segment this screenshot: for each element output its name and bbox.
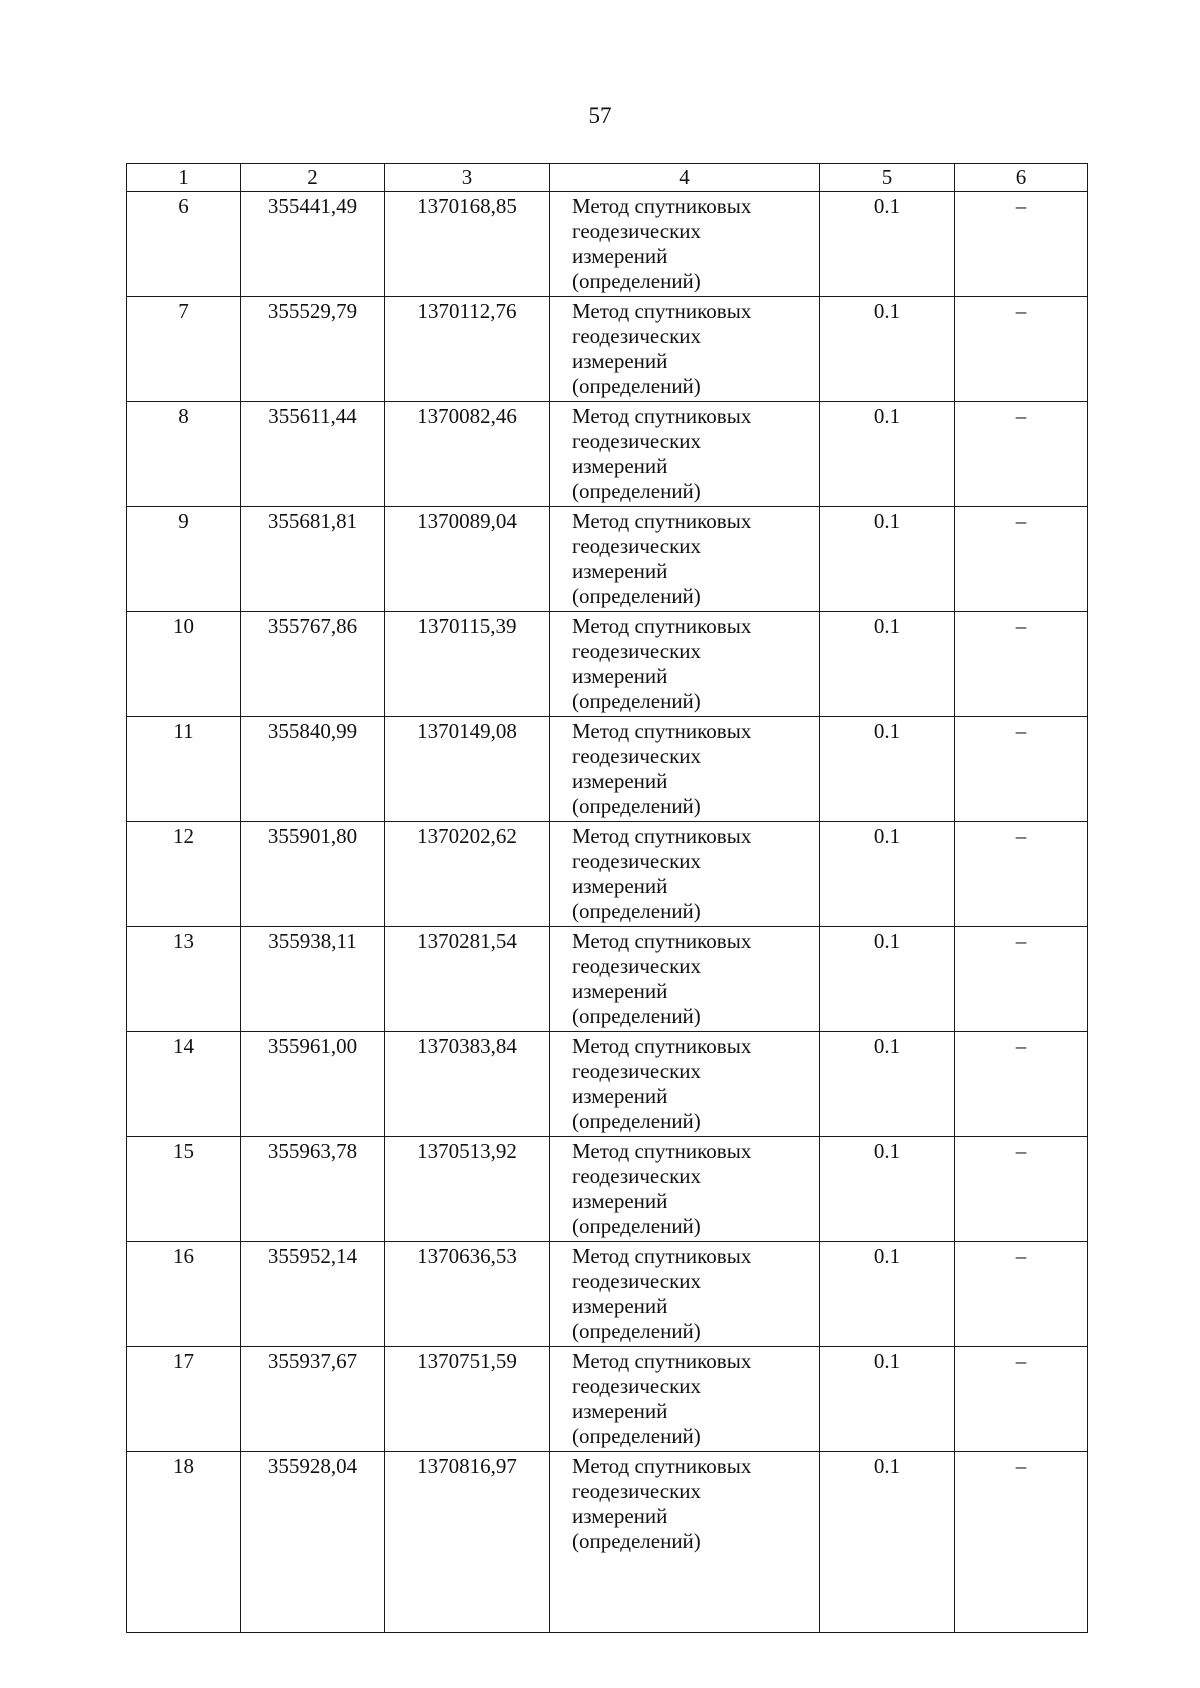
method-cell bbox=[550, 612, 820, 717]
method-line: (определений) bbox=[572, 689, 701, 713]
method-line: измерений bbox=[572, 1399, 668, 1423]
header-cell-6: 6 bbox=[955, 164, 1088, 192]
table-row bbox=[127, 507, 1088, 612]
method-cell bbox=[550, 1032, 820, 1137]
method-line: Метод спутниковых bbox=[572, 404, 752, 428]
method-line: Метод спутниковых bbox=[572, 299, 752, 323]
method-line: (определений) bbox=[572, 479, 701, 503]
x-coordinate-cell: 355963,78 bbox=[241, 1137, 385, 1242]
method-cell bbox=[550, 717, 820, 822]
point-number-cell: 9 bbox=[127, 507, 241, 612]
method-line: измерений bbox=[572, 1189, 668, 1213]
method-cell bbox=[550, 822, 820, 927]
point-number-cell: 11 bbox=[127, 717, 241, 822]
method-line: измерений bbox=[572, 454, 668, 478]
method-line: измерений bbox=[572, 664, 668, 688]
x-coordinate-cell: 355928,04 bbox=[241, 1452, 385, 1633]
coordinates-table bbox=[126, 163, 1088, 1633]
method-line: геодезических bbox=[572, 1164, 702, 1188]
point-number-cell: 13 bbox=[127, 927, 241, 1032]
method-cell bbox=[550, 927, 820, 1032]
header-cell-2: 2 bbox=[241, 164, 385, 192]
method-line: Метод спутниковых bbox=[572, 929, 752, 953]
method-line: Метод спутниковых bbox=[572, 719, 752, 743]
method-line: измерений bbox=[572, 1504, 668, 1528]
method-line: (определений) bbox=[572, 1109, 701, 1133]
method-line: (определений) bbox=[572, 794, 701, 818]
note-cell: – bbox=[955, 297, 1088, 402]
table-row bbox=[127, 1032, 1088, 1137]
accuracy-cell: 0.1 bbox=[820, 822, 955, 927]
method-line: геодезических bbox=[572, 954, 702, 978]
note-cell: – bbox=[955, 612, 1088, 717]
method-line: геодезических bbox=[572, 429, 702, 453]
table-row bbox=[127, 822, 1088, 927]
y-coordinate-cell: 1370202,62 bbox=[385, 822, 550, 927]
table-row bbox=[127, 927, 1088, 1032]
table-row bbox=[127, 612, 1088, 717]
header-cell-4: 4 bbox=[550, 164, 820, 192]
x-coordinate-cell: 355840,99 bbox=[241, 717, 385, 822]
y-coordinate-cell: 1370115,39 bbox=[385, 612, 550, 717]
method-line: (определений) bbox=[572, 1214, 701, 1238]
method-line: Метод спутниковых bbox=[572, 1349, 752, 1373]
header-cell-5: 5 bbox=[820, 164, 955, 192]
x-coordinate-cell: 355901,80 bbox=[241, 822, 385, 927]
table-row bbox=[127, 1242, 1088, 1347]
point-number-cell: 17 bbox=[127, 1347, 241, 1452]
method-line: Метод спутниковых bbox=[572, 1454, 752, 1478]
point-number-cell: 16 bbox=[127, 1242, 241, 1347]
method-line: геодезических bbox=[572, 849, 702, 873]
point-number-cell: 14 bbox=[127, 1032, 241, 1137]
method-line: Метод спутниковых bbox=[572, 194, 752, 218]
accuracy-cell: 0.1 bbox=[820, 612, 955, 717]
x-coordinate-cell: 355938,11 bbox=[241, 927, 385, 1032]
method-line: Метод спутниковых bbox=[572, 824, 752, 848]
method-line: (определений) bbox=[572, 1424, 701, 1448]
table-row bbox=[127, 1452, 1088, 1633]
note-cell: – bbox=[955, 507, 1088, 612]
method-line: измерений bbox=[572, 874, 668, 898]
accuracy-cell: 0.1 bbox=[820, 402, 955, 507]
x-coordinate-cell: 355611,44 bbox=[241, 402, 385, 507]
note-cell: – bbox=[955, 1137, 1088, 1242]
accuracy-cell: 0.1 bbox=[820, 297, 955, 402]
x-coordinate-cell: 355767,86 bbox=[241, 612, 385, 717]
note-cell: – bbox=[955, 402, 1088, 507]
method-line: геодезических bbox=[572, 1269, 702, 1293]
point-number-cell: 7 bbox=[127, 297, 241, 402]
method-line: Метод спутниковых bbox=[572, 509, 752, 533]
y-coordinate-cell: 1370751,59 bbox=[385, 1347, 550, 1452]
note-cell: – bbox=[955, 1242, 1088, 1347]
method-line: (определений) bbox=[572, 374, 701, 398]
method-cell bbox=[550, 1347, 820, 1452]
method-line: геодезических bbox=[572, 534, 702, 558]
method-line: Метод спутниковых bbox=[572, 1139, 752, 1163]
method-cell bbox=[550, 1137, 820, 1242]
point-number-cell: 15 bbox=[127, 1137, 241, 1242]
x-coordinate-cell: 355937,67 bbox=[241, 1347, 385, 1452]
method-line: (определений) bbox=[572, 269, 701, 293]
table-body bbox=[127, 164, 1088, 1633]
y-coordinate-cell: 1370383,84 bbox=[385, 1032, 550, 1137]
header-row bbox=[127, 164, 1088, 192]
accuracy-cell: 0.1 bbox=[820, 1137, 955, 1242]
method-line: измерений bbox=[572, 244, 668, 268]
x-coordinate-cell: 355441,49 bbox=[241, 192, 385, 297]
method-line: (определений) bbox=[572, 1004, 701, 1028]
method-line: геодезических bbox=[572, 639, 702, 663]
header-cell-3: 3 bbox=[385, 164, 550, 192]
method-line: измерений bbox=[572, 979, 668, 1003]
accuracy-cell: 0.1 bbox=[820, 192, 955, 297]
note-cell: – bbox=[955, 1032, 1088, 1137]
accuracy-cell: 0.1 bbox=[820, 1032, 955, 1137]
y-coordinate-cell: 1370636,53 bbox=[385, 1242, 550, 1347]
point-number-cell: 12 bbox=[127, 822, 241, 927]
accuracy-cell: 0.1 bbox=[820, 717, 955, 822]
method-line: измерений bbox=[572, 769, 668, 793]
accuracy-cell: 0.1 bbox=[820, 507, 955, 612]
point-number-cell: 10 bbox=[127, 612, 241, 717]
method-line: геодезических bbox=[572, 744, 702, 768]
method-line: Метод спутниковых bbox=[572, 1244, 752, 1268]
note-cell: – bbox=[955, 717, 1088, 822]
table-row bbox=[127, 297, 1088, 402]
table-row bbox=[127, 1137, 1088, 1242]
header-cell-1: 1 bbox=[127, 164, 241, 192]
note-cell: – bbox=[955, 927, 1088, 1032]
method-line: (определений) bbox=[572, 584, 701, 608]
method-line: Метод спутниковых bbox=[572, 614, 752, 638]
method-line: Метод спутниковых bbox=[572, 1034, 752, 1058]
page-number: 57 bbox=[588, 103, 612, 128]
method-line: геодезических bbox=[572, 1059, 702, 1083]
method-line: измерений bbox=[572, 1294, 668, 1318]
table-row bbox=[127, 402, 1088, 507]
method-line: геодезических bbox=[572, 1479, 702, 1503]
x-coordinate-cell: 355961,00 bbox=[241, 1032, 385, 1137]
method-line: геодезических bbox=[572, 219, 702, 243]
y-coordinate-cell: 1370513,92 bbox=[385, 1137, 550, 1242]
method-cell bbox=[550, 297, 820, 402]
accuracy-cell: 0.1 bbox=[820, 1347, 955, 1452]
table-row bbox=[127, 717, 1088, 822]
method-cell bbox=[550, 192, 820, 297]
y-coordinate-cell: 1370816,97 bbox=[385, 1452, 550, 1633]
method-cell bbox=[550, 402, 820, 507]
method-cell bbox=[550, 1452, 820, 1633]
y-coordinate-cell: 1370082,46 bbox=[385, 402, 550, 507]
accuracy-cell: 0.1 bbox=[820, 1242, 955, 1347]
method-line: геодезических bbox=[572, 324, 702, 348]
x-coordinate-cell: 355952,14 bbox=[241, 1242, 385, 1347]
method-line: (определений) bbox=[572, 899, 701, 923]
accuracy-cell: 0.1 bbox=[820, 927, 955, 1032]
method-line: измерений bbox=[572, 1084, 668, 1108]
method-line: (определений) bbox=[572, 1529, 701, 1553]
method-cell bbox=[550, 1242, 820, 1347]
method-line: измерений bbox=[572, 349, 668, 373]
table-row bbox=[127, 1347, 1088, 1452]
note-cell: – bbox=[955, 192, 1088, 297]
x-coordinate-cell: 355529,79 bbox=[241, 297, 385, 402]
y-coordinate-cell: 1370112,76 bbox=[385, 297, 550, 402]
method-cell bbox=[550, 507, 820, 612]
y-coordinate-cell: 1370149,08 bbox=[385, 717, 550, 822]
note-cell: – bbox=[955, 1347, 1088, 1452]
point-number-cell: 18 bbox=[127, 1452, 241, 1633]
accuracy-cell: 0.1 bbox=[820, 1452, 955, 1633]
method-line: геодезических bbox=[572, 1374, 702, 1398]
point-number-cell: 6 bbox=[127, 192, 241, 297]
note-cell: – bbox=[955, 1452, 1088, 1633]
y-coordinate-cell: 1370281,54 bbox=[385, 927, 550, 1032]
x-coordinate-cell: 355681,81 bbox=[241, 507, 385, 612]
y-coordinate-cell: 1370168,85 bbox=[385, 192, 550, 297]
note-cell: – bbox=[955, 822, 1088, 927]
point-number-cell: 8 bbox=[127, 402, 241, 507]
y-coordinate-cell: 1370089,04 bbox=[385, 507, 550, 612]
method-line: измерений bbox=[572, 559, 668, 583]
table-row bbox=[127, 192, 1088, 297]
method-line: (определений) bbox=[572, 1319, 701, 1343]
